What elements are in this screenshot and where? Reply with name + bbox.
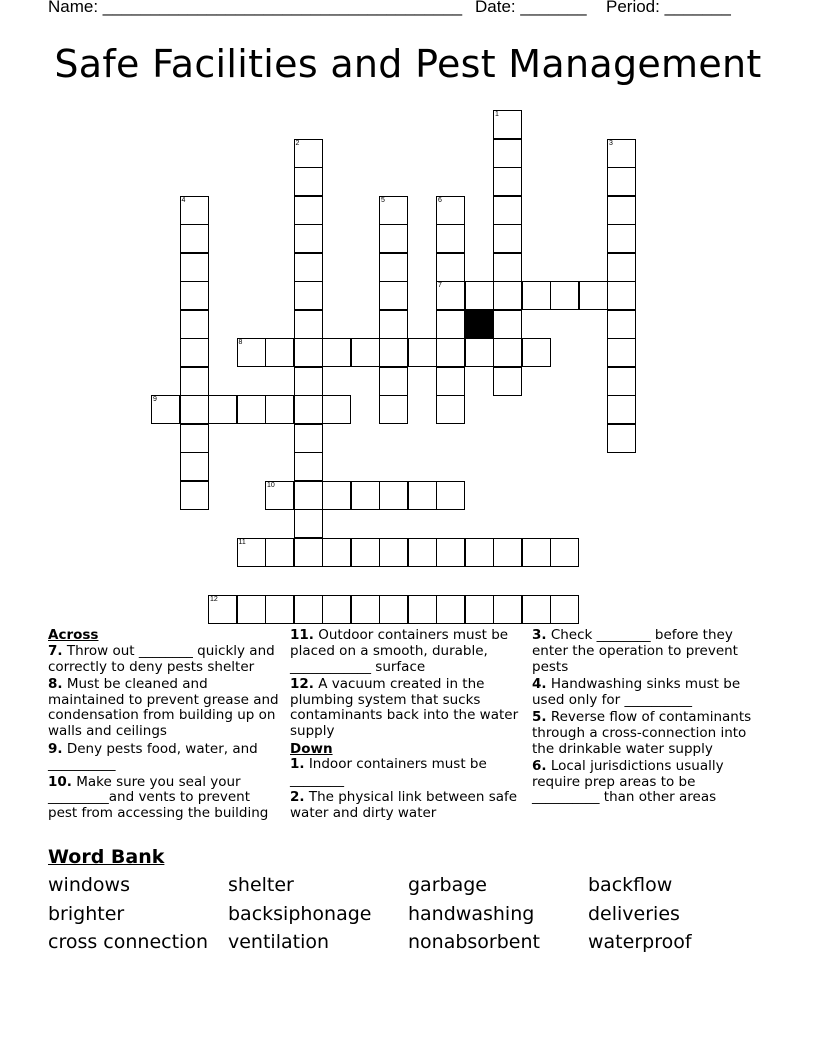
crossword-cell[interactable] (379, 538, 408, 567)
clue-number-label: 10 (267, 481, 275, 489)
crossword-cell[interactable] (436, 338, 465, 367)
clue-text: Handwashing sinks must be used only for __________ (532, 675, 741, 708)
crossword-cell[interactable] (408, 538, 437, 567)
crossword-cell[interactable] (465, 281, 494, 310)
clue-text: Local jurisdictions usually require prep areas to be __________ than other areas (532, 757, 724, 806)
clues-column-1 (48, 628, 280, 824)
word-bank-word: deliveries (588, 903, 680, 925)
clue-number: 1. (290, 756, 305, 773)
crossword-cell[interactable] (436, 367, 465, 396)
crossword-cell[interactable] (351, 595, 380, 624)
across-heading: Across (48, 627, 99, 643)
crossword-cell[interactable] (607, 139, 636, 168)
crossword-cell[interactable] (493, 367, 522, 396)
crossword-cell[interactable] (351, 338, 380, 367)
crossword-cell[interactable] (436, 395, 465, 424)
crossword-cell[interactable] (379, 595, 408, 624)
word-bank-word: nonabsorbent (408, 931, 540, 953)
crossword-cell[interactable] (436, 253, 465, 282)
crossword-cell[interactable] (208, 395, 237, 424)
crossword-cell[interactable] (522, 338, 551, 367)
clue-number-label: 8 (238, 339, 243, 346)
clue-across-7 (48, 644, 280, 676)
clue-number-label: 9 (153, 396, 157, 403)
clue-down-2 (290, 790, 522, 822)
clue-number: 3. (532, 627, 547, 643)
crossword-cell[interactable] (379, 338, 408, 367)
crossword-cell[interactable] (493, 110, 522, 139)
crossword-cell[interactable] (265, 538, 294, 567)
crossword-cell[interactable] (493, 139, 522, 168)
clue-number-label: 3 (609, 139, 613, 147)
crossword-cell[interactable] (265, 395, 294, 424)
clue-text: Reverse flow of contaminants through a cross-connection into the drinkable water supply (532, 708, 752, 757)
date-field[interactable]: Date: _______ (475, 0, 587, 16)
crossword-cell[interactable] (180, 424, 209, 453)
crossword-cell[interactable] (379, 281, 408, 310)
crossword-cell[interactable] (294, 481, 323, 510)
crossword-cell[interactable] (294, 281, 323, 310)
clue-text: Must be cleaned and maintained to prevent grease and condensation from building up on walls and ceilings (48, 675, 279, 740)
crossword-cell[interactable] (180, 310, 209, 339)
clue-number-label: 12 (210, 595, 218, 603)
word-bank-title: Word Bank (48, 846, 165, 868)
crossword-cell[interactable] (294, 310, 323, 339)
clue-number: 5. (532, 708, 547, 725)
crossword-block (465, 310, 494, 339)
clue-text: Make sure you seal your _________and vents to prevent pest from accessing the building (48, 773, 269, 822)
crossword-cell[interactable] (522, 281, 551, 310)
crossword-cell[interactable] (550, 595, 579, 624)
clue-across-12 (290, 677, 522, 740)
crossword-cell[interactable] (379, 196, 408, 225)
crossword-cell[interactable] (180, 338, 209, 367)
crossword-cell[interactable] (493, 338, 522, 367)
crossword-cell[interactable] (351, 481, 380, 510)
clue-number: 9. (48, 740, 63, 757)
clue-number: 12. (290, 675, 314, 692)
crossword-cell[interactable] (493, 167, 522, 196)
crossword-cell[interactable] (294, 509, 323, 538)
clue-text: Check ________ before they enter the operation to prevent pests (532, 627, 738, 675)
crossword-cell[interactable] (607, 338, 636, 367)
crossword-cell[interactable] (550, 281, 579, 310)
crossword-cell[interactable] (436, 310, 465, 339)
crossword-cell[interactable] (493, 538, 522, 567)
crossword-cell[interactable] (607, 424, 636, 453)
clue-text: Outdoor containers must be placed on a smooth, durable, ____________ surface (290, 627, 509, 675)
crossword-cell[interactable] (379, 253, 408, 282)
crossword-cell[interactable] (294, 452, 323, 481)
crossword-cell[interactable] (607, 367, 636, 396)
clue-number-label: 1 (495, 111, 499, 118)
crossword-cell[interactable] (294, 167, 323, 196)
crossword-cell[interactable] (180, 395, 209, 424)
word-bank-word: waterproof (588, 931, 692, 953)
crossword-cell[interactable] (493, 281, 522, 310)
crossword-cell[interactable] (436, 481, 465, 510)
crossword-cell[interactable] (294, 367, 323, 396)
crossword-cell[interactable] (265, 338, 294, 367)
word-bank-word: brighter (48, 903, 125, 925)
crossword-cell[interactable] (607, 310, 636, 339)
crossword-cell[interactable] (237, 538, 266, 567)
clues-column-3 (532, 628, 764, 808)
crossword-cell[interactable] (294, 196, 323, 225)
word-bank-word: handwashing (408, 903, 535, 925)
crossword-cell[interactable] (294, 424, 323, 453)
clue-number-label: 11 (238, 538, 246, 546)
clue-number-label: 6 (438, 196, 442, 204)
crossword-cell[interactable] (379, 481, 408, 510)
crossword-cell[interactable] (351, 538, 380, 567)
crossword-cell[interactable] (607, 224, 636, 253)
crossword-cell[interactable] (607, 253, 636, 282)
crossword-cell[interactable] (322, 395, 351, 424)
word-bank-word: backsiphonage (228, 903, 372, 925)
crossword-cell[interactable] (180, 224, 209, 253)
crossword-cell[interactable] (237, 595, 266, 624)
clue-number: 4. (532, 675, 547, 692)
crossword-cell[interactable] (522, 595, 551, 624)
clue-number: 11. (290, 627, 314, 643)
crossword-cell[interactable] (579, 281, 608, 310)
clue-number: 6. (532, 757, 547, 774)
word-bank-word: ventilation (228, 931, 330, 953)
clue-text: Throw out ________ quickly and correctly to deny pests shelter (48, 642, 275, 675)
crossword-cell[interactable] (607, 281, 636, 310)
page-title: Safe Facilities and Pest Management (54, 42, 762, 86)
crossword-cell[interactable] (322, 538, 351, 567)
crossword-cell[interactable] (322, 338, 351, 367)
crossword-cell[interactable] (294, 338, 323, 367)
clue-down-5 (532, 710, 764, 757)
crossword-cell[interactable] (436, 595, 465, 624)
clue-number-label: 5 (381, 196, 385, 204)
word-bank-word: windows (48, 874, 130, 896)
crossword-cell[interactable] (379, 224, 408, 253)
crossword-cell[interactable] (294, 139, 323, 168)
crossword-cell[interactable] (436, 538, 465, 567)
crossword-cell[interactable] (180, 367, 209, 396)
crossword-cell[interactable] (237, 338, 266, 367)
clue-down-1 (290, 757, 522, 789)
crossword-cell[interactable] (379, 310, 408, 339)
word-bank-word: shelter (228, 874, 294, 896)
crossword-cell[interactable] (493, 595, 522, 624)
word-bank-word: cross connection (48, 931, 208, 953)
crossword-cell[interactable] (436, 224, 465, 253)
crossword-cell[interactable] (493, 253, 522, 282)
crossword-cell[interactable] (208, 595, 237, 624)
crossword-cell[interactable] (493, 196, 522, 225)
crossword-cell[interactable] (322, 481, 351, 510)
crossword-cell[interactable] (180, 253, 209, 282)
crossword-cell[interactable] (607, 167, 636, 196)
crossword-cell[interactable] (408, 338, 437, 367)
crossword-cell[interactable] (180, 196, 209, 225)
crossword-cell[interactable] (408, 481, 437, 510)
clue-across-11 (290, 628, 522, 675)
crossword-cell[interactable] (151, 395, 180, 424)
crossword-cell[interactable] (180, 281, 209, 310)
crossword-cell[interactable] (237, 395, 266, 424)
crossword-cell[interactable] (436, 281, 465, 310)
crossword-cell[interactable] (322, 595, 351, 624)
word-bank-word: backflow (588, 874, 673, 896)
crossword-cell[interactable] (294, 224, 323, 253)
clue-text: The physical link between safe water and dirty water (290, 789, 518, 822)
down-heading: Down (290, 740, 333, 757)
crossword-cell[interactable] (550, 538, 579, 567)
name-field[interactable]: Name: ______________________________________ (48, 0, 463, 16)
clue-number: 10. (48, 773, 72, 790)
crossword-cell[interactable] (522, 538, 551, 567)
clue-down-3 (532, 628, 764, 675)
crossword-cell[interactable] (408, 595, 437, 624)
word-bank-word: garbage (408, 874, 487, 896)
clue-text: A vacuum created in the plumbing system that sucks contaminants back into the water supply (290, 675, 519, 740)
crossword-cell[interactable] (180, 452, 209, 481)
crossword-cell[interactable] (294, 595, 323, 624)
clue-number-label: 2 (295, 139, 300, 147)
crossword-cell[interactable] (493, 224, 522, 253)
crossword-cell[interactable] (607, 395, 636, 424)
crossword-cell[interactable] (265, 595, 294, 624)
crossword-cell[interactable] (493, 310, 522, 339)
clue-number: 8. (48, 675, 63, 692)
crossword-cell[interactable] (379, 367, 408, 396)
clue-text: Deny pests food, water, and __________ (48, 740, 258, 773)
crossword-cell[interactable] (180, 481, 209, 510)
crossword-cell[interactable] (465, 595, 494, 624)
clue-across-9 (48, 742, 280, 774)
crossword-cell[interactable] (465, 538, 494, 567)
clue-number: 7. (48, 642, 63, 659)
crossword-cell[interactable] (265, 481, 294, 510)
clue-down-6 (532, 759, 764, 806)
clue-number: 2. (290, 789, 305, 806)
clue-down-4 (532, 677, 764, 709)
crossword-cell[interactable] (465, 338, 494, 367)
crossword-cell[interactable] (294, 253, 323, 282)
clue-number-label: 7 (438, 282, 442, 289)
period-field[interactable]: Period: _______ (606, 0, 731, 16)
clue-across-10 (48, 775, 280, 822)
crossword-cell[interactable] (436, 196, 465, 225)
crossword-cell[interactable] (607, 196, 636, 225)
clues-column-2 (290, 628, 522, 824)
clue-across-8 (48, 677, 280, 740)
crossword-cell[interactable] (294, 538, 323, 567)
clue-text: Indoor containers must be ________ (290, 756, 487, 789)
crossword-cell[interactable] (294, 395, 323, 424)
clue-number-label: 4 (181, 196, 186, 204)
crossword-cell[interactable] (379, 395, 408, 424)
